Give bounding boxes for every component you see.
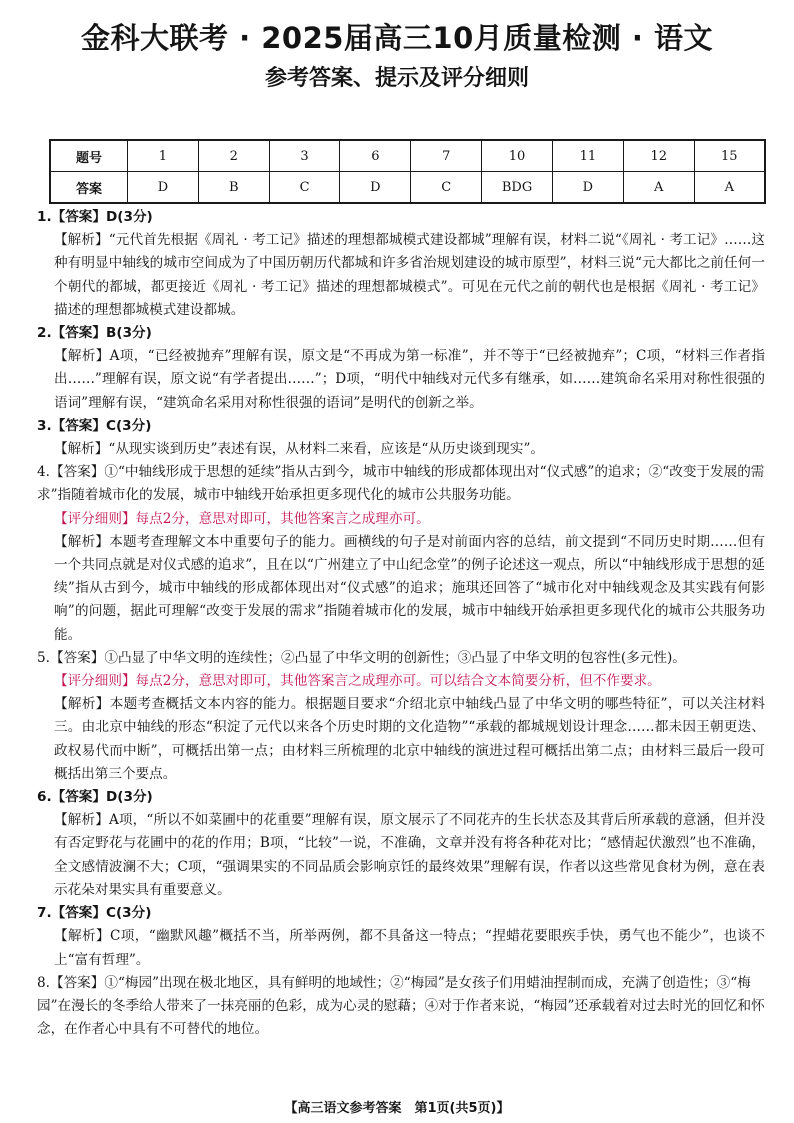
question-number-cell: 3 bbox=[269, 140, 340, 172]
page-subtitle: 参考答案、提示及评分细则 bbox=[264, 66, 529, 91]
page-title: 金科大联考 · 2025届高三10月质量检测 · 语文 bbox=[81, 21, 713, 55]
answer-cell: C bbox=[411, 172, 482, 204]
analysis-text: 【解析】本题考查理解文本中重要句子的能力。画横线的句子是对前面内容的总结，前文提到“不同历史时期……但有一个共同点就是对仪式感的追求”，且在以“广州建立了中山纪念堂”的例子论述这一观点，所以“中轴线形成于思想的延续”指从古到今，城市中轴线的形成都体现出对“仪式感”的追求；施琪还回答了“城市化对中轴线观念及其实践有何影响”的问题，据此可理解“改变于发展的需求”指随着城市化的发展，城市中轴线开始承担更多现代化的城市公共服务功能。 bbox=[54, 533, 765, 643]
question-number-cell: 12 bbox=[623, 140, 694, 172]
answer-line: 1.【答案】D(3分) bbox=[37, 209, 153, 225]
question-number-cell: 15 bbox=[694, 140, 765, 172]
answer-line: 3.【答案】C(3分) bbox=[37, 417, 152, 434]
answer-explanations bbox=[37, 206, 765, 1041]
answer-line: 4.【答案】①“中轴线形成于思想的延续”指从古到今，城市中轴线的形成都体现出对“仪式感”的追求；②“改变于发展的需求”指随着城市化的发展，城市中轴线开始承担更多现代化的城市公共服务功能。 bbox=[37, 464, 765, 504]
answer-line: 6.【答案】D(3分) bbox=[37, 789, 153, 806]
row-label-question: 题号 bbox=[50, 140, 128, 172]
question-number-cell: 11 bbox=[552, 140, 623, 172]
answer-row bbox=[50, 172, 765, 204]
row-label-answer: 答案 bbox=[50, 172, 128, 204]
answer-cell: D bbox=[128, 172, 199, 204]
question-number-cell: 10 bbox=[482, 140, 553, 172]
question-number-cell: 7 bbox=[411, 140, 482, 172]
answer-line: 2.【答案】B(3分) bbox=[37, 325, 152, 342]
analysis-text: 【解析】A项，“所以不如菜圃中的花重要”理解有误，原文展示了不同花卉的生长状态及其背后所承载的意涵，但并没有否定野花与花圃中的花的作用；B项，“比较”一说，不准确，文章并没有将各种花对比；“感情起伏激烈”也不准确，全文感情波澜不大；C项，“强调果实的不同品质会影响京饪的最终效果”理解有误，作者以这些常见食材为例，意在表示花朵对果实具有重要意义。 bbox=[54, 812, 765, 898]
analysis-text: 【解析】“元代首先根据《周礼 · 考工记》描述的理想都城模式建设都城”理解有误，材料二说“《周礼 · 考工记》……这种有明显中轴线的城市空间成为了中国历朝历代都城和许多省治规划建设的城市原型”，材料三说“元大都比之前任何一个朝代的都城，都更接近《周礼 · 考工记》描述的理想都城模式”。可见在元代之前的朝代也是根据《周礼 · 考工记》描述的理想都城模式建设都城。 bbox=[54, 232, 765, 318]
grading-rule: 【评分细则】每点2分，意思对即可，其他答案言之成理亦可。可以结合文本简要分析，但不作要求。 bbox=[54, 673, 661, 690]
question-number-row bbox=[50, 140, 765, 172]
analysis-text: 【解析】“从现实谈到历史”表述有误，从材料二来看，应该是“从历史谈到现实”。 bbox=[54, 441, 544, 458]
answer-line: 5.【答案】①凸显了中华文明的连续性；②凸显了中华文明的创新性；③凸显了中华文明的包容性(多元性)。 bbox=[37, 649, 686, 666]
grading-rule: 【评分细则】每点2分，意思对即可，其他答案言之成理亦可。 bbox=[54, 510, 430, 527]
answer-cell: D bbox=[552, 172, 623, 204]
question-number-cell: 6 bbox=[340, 140, 411, 172]
page-footer: 【高三语文参考答案 第1页(共5页)】 bbox=[284, 1101, 510, 1116]
analysis-text: 【解析】本题考查概括文本内容的能力。根据题目要求“介绍北京中轴线凸显了中华文明的哪些特征”，可以关注材料三。由北京中轴线的形态“积淀了元代以来各个历史时期的文化造物”“承载的都城规划设计理念……都未因王朝更迭、政权易代而中断”，可概括出第一点；由材料三所梳理的北京中轴线的演进过程可概括出第二点；由材料三最后一段可概括出第三个要点。 bbox=[54, 696, 765, 782]
answer-cell: BDG bbox=[482, 172, 553, 204]
answer-cell: D bbox=[340, 172, 411, 204]
answer-cell: B bbox=[198, 172, 269, 204]
question-number-cell: 2 bbox=[198, 140, 269, 172]
answer-cell: A bbox=[694, 172, 765, 204]
answer-line: 8.【答案】①“梅园”出现在极北地区，具有鲜明的地域性；②“梅园”是女孩子们用蜡油捏制而成，充满了创造性；③“梅园”在漫长的冬季给人带来了一抹亮丽的色彩，成为心灵的慰藉；④对于作者来说，“梅园”还承载着对过去时光的回忆和怀念，在作者心中具有不可替代的地位。 bbox=[37, 974, 765, 1038]
answer-cell: A bbox=[623, 172, 694, 204]
question-number-cell: 1 bbox=[128, 140, 199, 172]
answer-table bbox=[49, 139, 766, 204]
analysis-text: 【解析】C项，“幽默风趣”概括不当，所举两例，都不具备这一特点；“捏蜡花要眼疾手快，勇气也不能少”，也谈不上“富有哲理”。 bbox=[54, 928, 765, 968]
answer-line: 7.【答案】C(3分) bbox=[37, 905, 152, 922]
answer-cell: C bbox=[269, 172, 340, 204]
analysis-text: 【解析】A项，“已经被抛弃”理解有误，原文是“不再成为第一标准”，并不等于“已经被抛弃”；C项，“材料三作者指出……”理解有误，原文说“有学者提出……”；D项，“明代中轴线对元代多有继承，如……建筑命名采用对称性很强的语词”理解有误，“建筑命名采用对称性很强的语词”是明代的创新之举。 bbox=[54, 348, 765, 411]
